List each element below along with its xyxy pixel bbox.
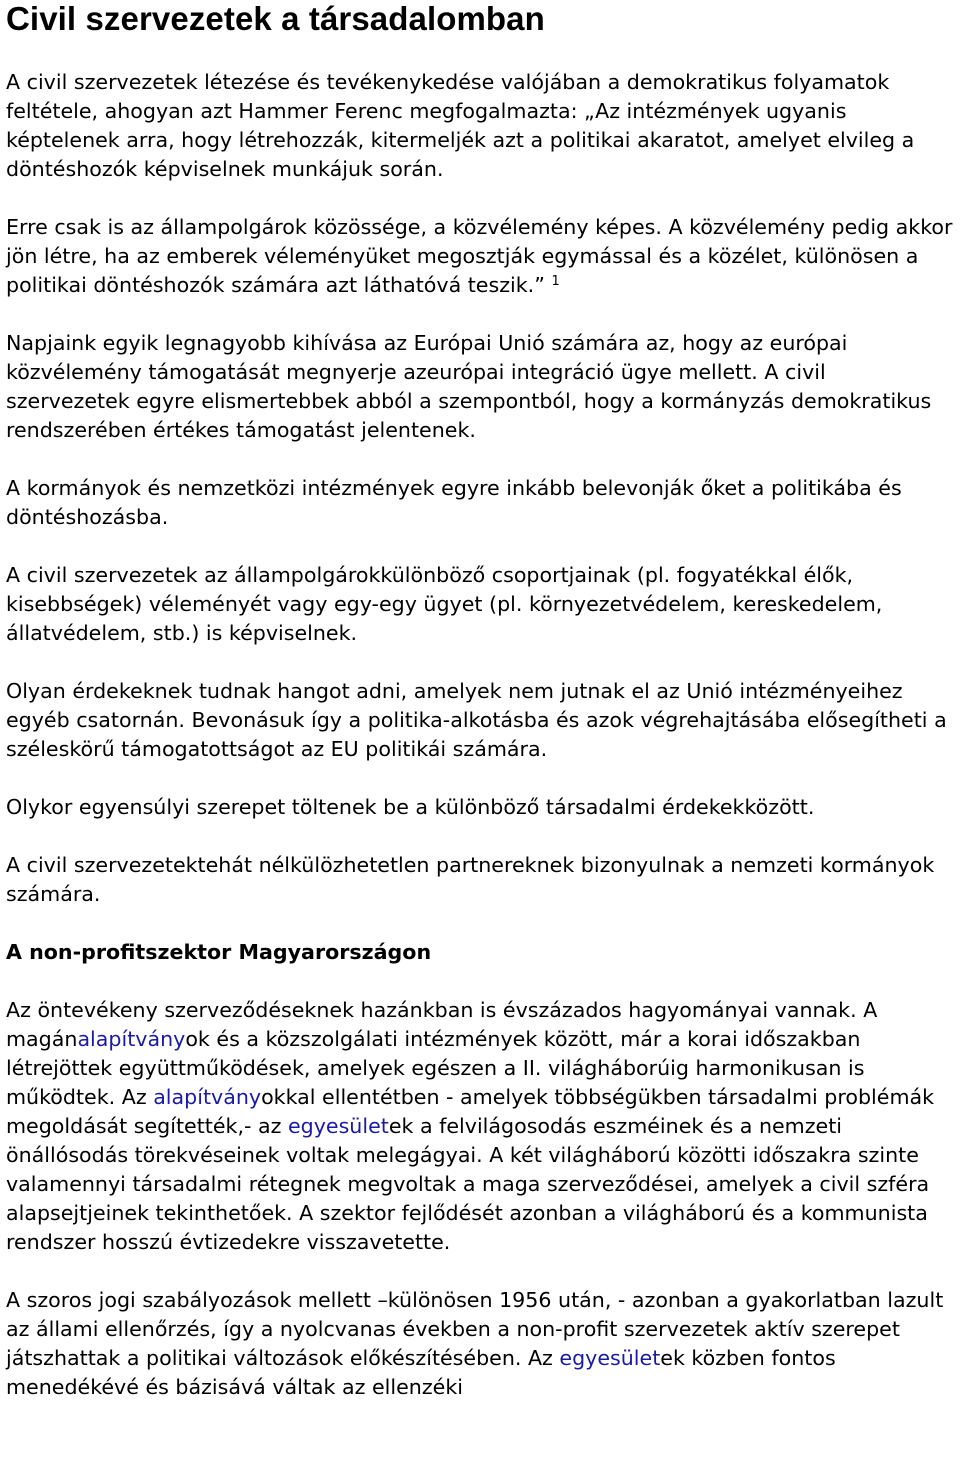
paragraph-public-opinion-text: Erre csak is az állampolgárok közössége, a közvélemény képes. A közvélemény pedig akkor jön létre, ha az emberek véleményüket megosztják egymással és a közélet, különösen a politikai döntéshozók számára azt láthatóvá teszik.”	[6, 215, 953, 297]
history-text-2: ok és a közszolgálati intézmények között, már a korai időszakban létrejöttek együttműködések, amelyek egészen a II. világháborúig harmonikusan is működtek. Az	[6, 1027, 865, 1109]
keyword-alapitvany-2[interactable]: alapítvány	[153, 1085, 262, 1109]
keyword-egyesulet-1[interactable]: egyesület	[287, 1114, 389, 1138]
paragraph-interests: Olyan érdekeknek tudnak hangot adni, amelyek nem jutnak el az Unió intézményeihez egyéb csatornán. Bevonásuk így a politika-alkotásba és azok végrehajtásába elősegítheti a széleskörű támogatottságot az EU politikái számára.	[6, 679, 947, 761]
paragraph-eu-challenge: Napjaink egyik legnagyobb kihívása az Európai Unió számára az, hogy az európai közvélemény támogatását megnyerje azeurópai integráció ügye mellett. A civil szervezetek egyre elismertebbek abból a szempontból, hogy a kormányzás demokratikus rendszerében értékes támogatást jelentenek.	[6, 331, 932, 442]
history-text-3: okkal ellentétben - amelyek többségükben társadalmi problémák megoldását segítették,- az	[6, 1085, 935, 1138]
page-title: Civil szervezetek a társadalomban	[6, 0, 545, 37]
paragraph-groups: A civil szervezetek az állampolgárokkülönböző csoportjainak (pl. fogyatékkal élők, kisebbségek) véleményét vagy egy-egy ügyet (pl. környezetvédelem, kereskedelem, állatvédelem, stb.) is képviselnek.	[6, 563, 883, 645]
keyword-alapitvany-1[interactable]: alapítvány	[77, 1027, 186, 1051]
footnote-marker: 1	[551, 274, 560, 289]
paragraph-history	[6, 996, 954, 1257]
paragraph-balance: Olykor egyensúlyi szerepet töltenek be a különböző társadalmi érdekekközött.	[6, 795, 815, 819]
history-text-1: Az öntevékeny szerveződéseknek hazánkban is évszázados hagyományai vannak. A magán	[6, 998, 878, 1051]
regulation-text-2: ek közben fontos menedékévé és bázisává váltak az ellenzéki	[6, 1346, 836, 1399]
paragraph-partners: A civil szervezetektehát nélkülözhetetlen partnereknek bizonyulnak a nemzeti kormányok számára.	[6, 853, 935, 906]
regulation-text-1: A szoros jogi szabályozások mellett –különösen 1956 után, - azonban a gyakorlatban lazult az állami ellenőrzés, így a nyolcvanas években a non-profit szervezetek aktív szerepet játszhattak a politikai változások előkészítésében. Az	[6, 1288, 944, 1370]
history-text-4: ek a felvilágosodás eszméinek és a nemzeti önállósodás törekvéseinek voltak melegágyai. A két világháború közötti időszakra szinte valamennyi társadalmi rétegnek megvoltak a maga szerveződései, amelyek a civil szféra alapsejtjeinek tekinthetőek. A szektor fejlődését azonban a világháború és a kommunista rendszer hosszú évtizedekre visszavetette.	[6, 1114, 930, 1254]
paragraph-governments: A kormányok és nemzetközi intézmények egyre inkább belevonják őket a politikába és döntéshozásba.	[6, 476, 902, 529]
paragraph-public-opinion	[6, 213, 954, 300]
section-heading: A non-profitszektor Magyarországon	[6, 940, 432, 964]
paragraph-intro: A civil szervezetek létezése és tevékenykedése valójában a demokratikus folyamatok feltétele, ahogyan azt Hammer Ferenc megfogalmazta: „Az intézmények ugyanis képtelenek arra, hogy létrehozzák, kitermeljék azt a politikai akaratot, amelyet elvileg a döntéshozók képviselnek munkájuk során.	[6, 70, 915, 181]
keyword-egyesulet-2[interactable]: egyesület	[559, 1346, 661, 1370]
paragraph-regulation	[6, 1286, 954, 1402]
